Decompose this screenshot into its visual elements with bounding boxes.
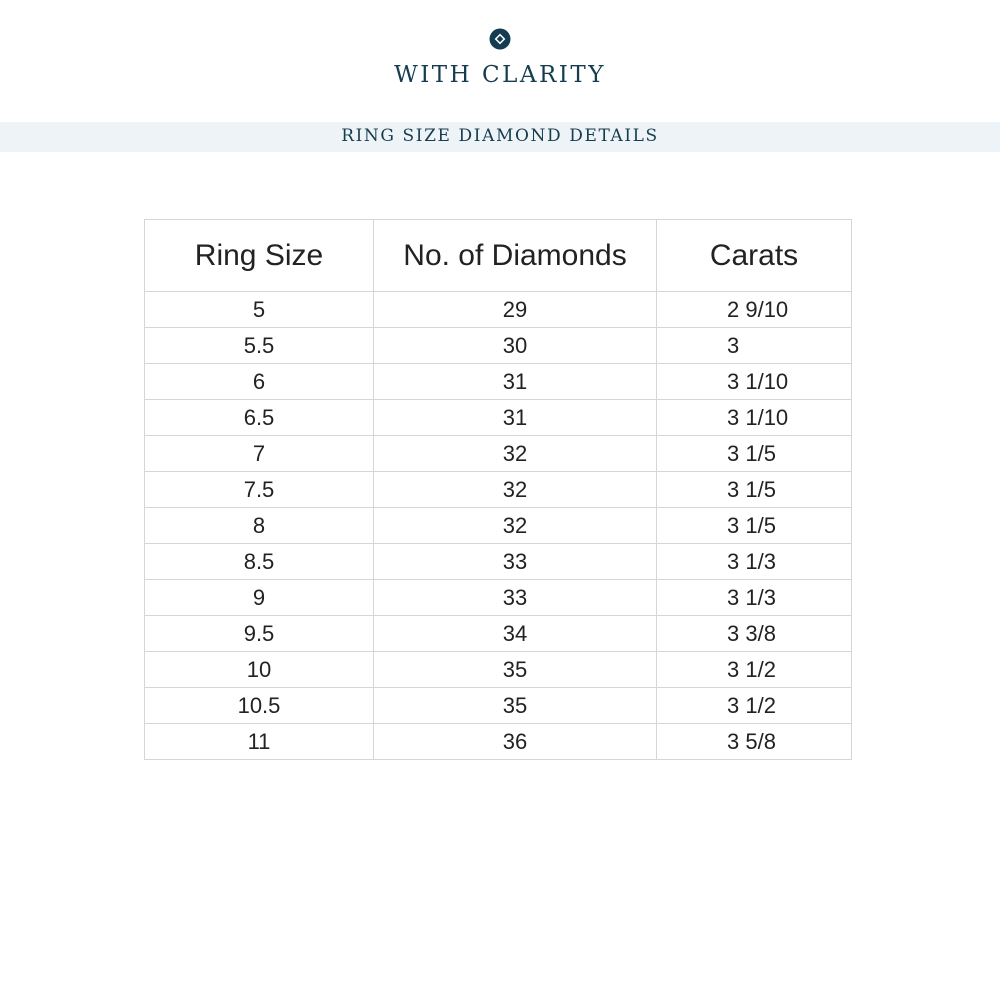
table-row — [145, 328, 852, 364]
cell-carats: 3 1/3 — [657, 580, 852, 616]
table-row — [145, 508, 852, 544]
cell-diamond-count: 34 — [374, 616, 657, 652]
cell-carats: 3 1/10 — [657, 364, 852, 400]
diamond-circle-icon — [489, 28, 511, 50]
cell-carats: 3 1/5 — [657, 472, 852, 508]
section-banner — [0, 122, 1000, 152]
cell-diamond-count: 31 — [374, 364, 657, 400]
cell-carats: 3 1/5 — [657, 436, 852, 472]
header-carats: Carats — [657, 220, 852, 292]
brand-name: WITH CLARITY — [394, 62, 606, 88]
cell-ring-size: 10.5 — [145, 688, 374, 724]
cell-carats: 2 9/10 — [657, 292, 852, 328]
cell-ring-size: 6 — [145, 364, 374, 400]
cell-ring-size: 8 — [145, 508, 374, 544]
cell-ring-size: 10 — [145, 652, 374, 688]
table-row — [145, 652, 852, 688]
cell-diamond-count: 33 — [374, 544, 657, 580]
table-header-row — [145, 220, 852, 292]
cell-diamond-count: 36 — [374, 724, 657, 760]
table-row — [145, 364, 852, 400]
cell-carats: 3 1/2 — [657, 652, 852, 688]
table-row — [145, 436, 852, 472]
header-ring-size: Ring Size — [145, 220, 374, 292]
cell-carats: 3 1/5 — [657, 508, 852, 544]
table-row — [145, 688, 852, 724]
cell-diamond-count: 35 — [374, 688, 657, 724]
cell-ring-size: 7 — [145, 436, 374, 472]
cell-ring-size: 9.5 — [145, 616, 374, 652]
cell-carats: 3 1/10 — [657, 400, 852, 436]
cell-diamond-count: 32 — [374, 472, 657, 508]
cell-carats: 3 1/3 — [657, 544, 852, 580]
cell-diamond-count: 32 — [374, 436, 657, 472]
cell-diamond-count: 33 — [374, 580, 657, 616]
header-no-of-diamonds: No. of Diamonds — [374, 220, 657, 292]
cell-carats: 3 3/8 — [657, 616, 852, 652]
table-row — [145, 616, 852, 652]
cell-ring-size: 5.5 — [145, 328, 374, 364]
ring-size-table — [144, 219, 852, 760]
table-row — [145, 724, 852, 760]
banner-title: RING SIZE DIAMOND DETAILS — [341, 126, 659, 146]
cell-diamond-count: 31 — [374, 400, 657, 436]
table-row — [145, 292, 852, 328]
cell-diamond-count: 30 — [374, 328, 657, 364]
table-row — [145, 472, 852, 508]
cell-ring-size: 11 — [145, 724, 374, 760]
cell-ring-size: 5 — [145, 292, 374, 328]
cell-diamond-count: 32 — [374, 508, 657, 544]
cell-carats: 3 5/8 — [657, 724, 852, 760]
table-row — [145, 400, 852, 436]
cell-ring-size: 8.5 — [145, 544, 374, 580]
table-row — [145, 580, 852, 616]
cell-diamond-count: 29 — [374, 292, 657, 328]
cell-carats: 3 1/2 — [657, 688, 852, 724]
table-row — [145, 544, 852, 580]
cell-ring-size: 7.5 — [145, 472, 374, 508]
cell-carats: 3 — [657, 328, 852, 364]
cell-ring-size: 6.5 — [145, 400, 374, 436]
cell-diamond-count: 35 — [374, 652, 657, 688]
cell-ring-size: 9 — [145, 580, 374, 616]
